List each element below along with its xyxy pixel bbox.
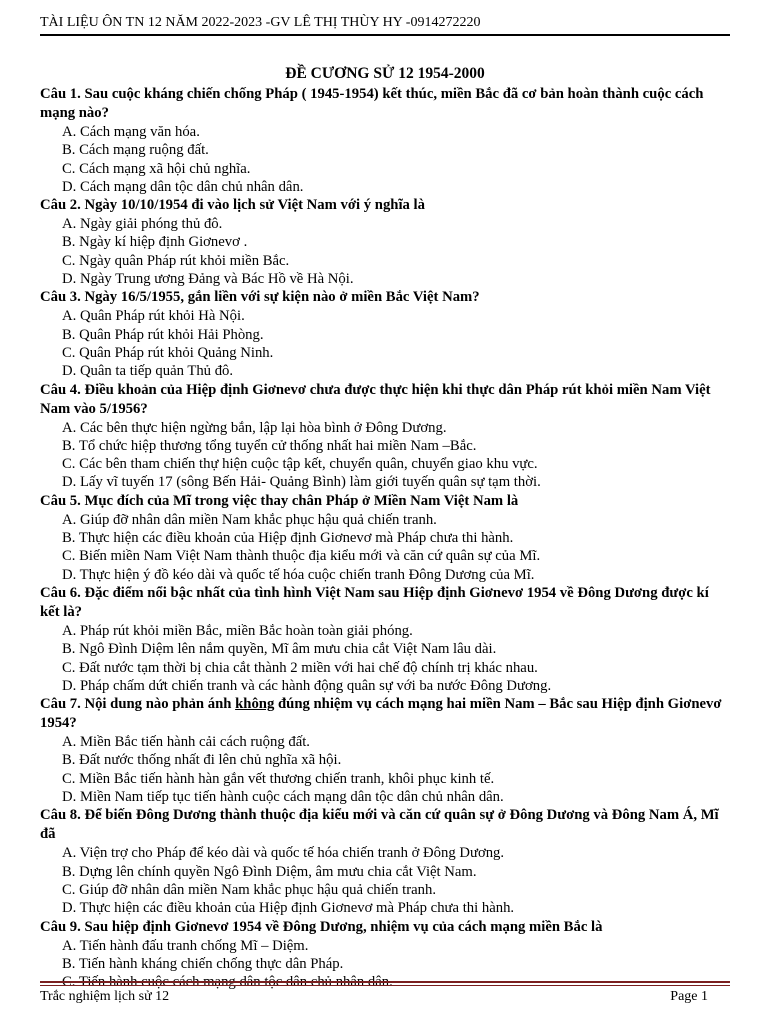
answer-option: C. Giúp đỡ nhân dân miền Nam khắc phục hậu quả chiến tranh. [62, 881, 437, 898]
header-divider [40, 34, 730, 36]
question-8 [40, 806, 730, 917]
document-body [40, 64, 730, 991]
answer-option: D. Thực hiện ý đồ kéo dài và quốc tế hóa cuộc chiến tranh Đông Dương của Mĩ. [62, 566, 535, 583]
answer-option: B. Dựng lên chính quyền Ngô Đình Diệm, âm mưu chia cắt Việt Nam. [62, 863, 477, 880]
answer-option: A. Miền Bắc tiến hành cải cách ruộng đất. [62, 734, 310, 751]
question-6 [40, 584, 730, 695]
question-7 [40, 695, 730, 806]
question-text: Câu 3. Ngày 16/5/1955, gắn liền với sự kiện nào ở miền Bắc Việt Nam? [40, 289, 480, 306]
answer-option: A. Tiến hành đấu tranh chống Mĩ – Diệm. [62, 937, 309, 954]
answer-option: B. Đất nước thống nhất đi lên chủ nghĩa xã hội. [62, 752, 342, 769]
answer-option: C. Đất nước tạm thời bị chia cắt thành 2 miền với hai chế độ chính trị khác nhau. [62, 659, 538, 676]
footer-title: Trắc nghiệm lịch sử 12 [40, 989, 170, 1004]
question-text-part: Câu 7. Nội dung nào phản ánh [40, 696, 236, 713]
question-text: Câu 9. Sau hiệp định Giơnevơ 1954 về Đông Dương, nhiệm vụ của cách mạng miền Bắc là [40, 918, 603, 935]
answer-option: D. Cách mạng dân tộc dân chủ nhân dân. [62, 178, 304, 195]
question-text-part: đúng nhiệm vụ cách mạng hai miền Nam – Bắc sau Hiệp định Giơnevơ 1954? [40, 696, 722, 732]
question-text: Câu 5. Mục đích của Mĩ trong việc thay chân Pháp ở Miền Nam Việt Nam là [40, 492, 519, 509]
question-text: Câu 6. Đặc điểm nổi bậc nhất của tình hình Việt Nam sau Hiệp định Giơnevơ 1954 về Đông Dương được kí kết là? [40, 584, 709, 620]
answer-option: B. Quân Pháp rút khỏi Hải Phòng. [62, 326, 264, 343]
question-text [40, 695, 730, 733]
footer-divider-thin [40, 985, 730, 986]
answer-option: A. Cách mạng văn hóa. [62, 124, 200, 140]
question-4 [40, 381, 730, 492]
answer-option: B. Ngày kí hiệp định Giơnevơ . [62, 234, 248, 251]
answer-option: C. Biến miền Nam Việt Nam thành thuộc địa kiểu mới và căn cứ quân sự của Mĩ. [62, 548, 541, 565]
answer-option: A. Pháp rút khỏi miền Bắc, miền Bắc hoàn toàn giải phóng. [62, 622, 413, 639]
answer-option: B. Thực hiện các điều khoản của Hiệp định Giơnevơ mà Pháp chưa thi hành. [62, 530, 514, 547]
answer-option: A. Ngày giải phóng thủ đô. [62, 216, 223, 233]
answer-option: A. Viện trợ cho Pháp để kéo dài và quốc tế hóa chiến tranh ở Đông Dương. [62, 845, 505, 862]
answer-option: C. Cách mạng xã hội chủ nghĩa. [62, 160, 251, 177]
answer-option: C. Quân Pháp rút khỏi Quảng Ninh. [62, 344, 274, 361]
question-text: Câu 1. Sau cuộc kháng chiến chống Pháp ( 1945-1954) kết thúc, miền Bắc đã cơ bản hoàn thành cuộc cách mạng nào? [40, 86, 704, 121]
answer-option: A. Quân Pháp rút khỏi Hà Nội. [62, 308, 245, 325]
answer-option: D. Lấy vĩ tuyến 17 (sông Bến Hải- Quảng Bình) làm giới tuyến quân sự tạm thời. [62, 474, 541, 491]
answer-option: D. Quân ta tiếp quản Thủ đô. [62, 363, 234, 380]
question-2 [40, 196, 730, 288]
answer-option: C. Miền Bắc tiến hành hàn gắn vết thương chiến tranh, khôi phục kinh tế. [62, 770, 495, 787]
answer-option: D. Ngày Trung ương Đảng và Bác Hồ về Hà Nội. [62, 271, 354, 288]
answer-option: C. Các bên tham chiến thự hiện cuộc tập kết, chuyển quân, chuyển giao khu vực. [62, 456, 538, 473]
answer-option: D. Thực hiện các điều khoản của Hiệp định Giơnevơ mà Pháp chưa thi hành. [62, 900, 515, 917]
page-number: Page 1 [670, 989, 708, 1004]
answer-option: C. Tiến hành cuộc cách mạng dân tộc dân chủ nhân dân. [62, 974, 393, 991]
page-header: TÀI LIỆU ÔN TN 12 NĂM 2022-2023 -GV LÊ THỊ THÙY HY -0914272220 [40, 15, 481, 30]
emphasis-underlined: không [235, 696, 275, 713]
question-5 [40, 492, 730, 584]
question-text: Câu 8. Để biến Đông Dương thành thuộc địa kiểu mới và căn cứ quân sự ở Đông Dương và Đông Nam Á, Mĩ đã [40, 807, 719, 843]
answer-option: B. Cách mạng ruộng đất. [62, 142, 209, 159]
footer-divider [40, 981, 730, 983]
answer-option: D. Pháp chấm dứt chiến tranh và các hành động quân sự với ba nước Đông Dương. [62, 677, 552, 694]
answer-option: B. Tổ chức hiệp thương tổng tuyển cử thống nhất hai miền Nam –Bắc. [62, 437, 477, 454]
answer-option: A. Giúp đỡ nhân dân miền Nam khắc phục hậu quả chiến tranh. [62, 511, 437, 528]
answer-option: D. Miền Nam tiếp tục tiến hành cuộc cách mạng dân tộc dân chủ nhân dân. [62, 789, 504, 806]
answer-option: A. Các bên thực hiện ngừng bắn, lập lại hòa bình ở Đông Dương. [62, 419, 447, 436]
question-3 [40, 288, 730, 380]
question-text: Câu 2. Ngày 10/10/1954 đi vào lịch sử Việt Nam với ý nghĩa là [40, 197, 425, 214]
question-1 [40, 85, 730, 196]
answer-option: B. Ngô Đình Diệm lên nắm quyền, Mĩ âm mưu chia cắt Việt Nam lâu dài. [62, 641, 497, 658]
answer-option: C. Ngày quân Pháp rút khỏi miền Bắc. [62, 252, 290, 269]
document-title: ĐỀ CƯƠNG SỬ 12 1954-2000 [285, 65, 485, 82]
question-text: Câu 4. Điều khoản của Hiệp định Giơnevơ chưa được thực hiện khi thực dân Pháp rút khỏi miền Nam Việt Nam vào 5/1956? [40, 381, 711, 417]
answer-option: B. Tiến hành kháng chiến chống thực dân Pháp. [62, 955, 344, 972]
